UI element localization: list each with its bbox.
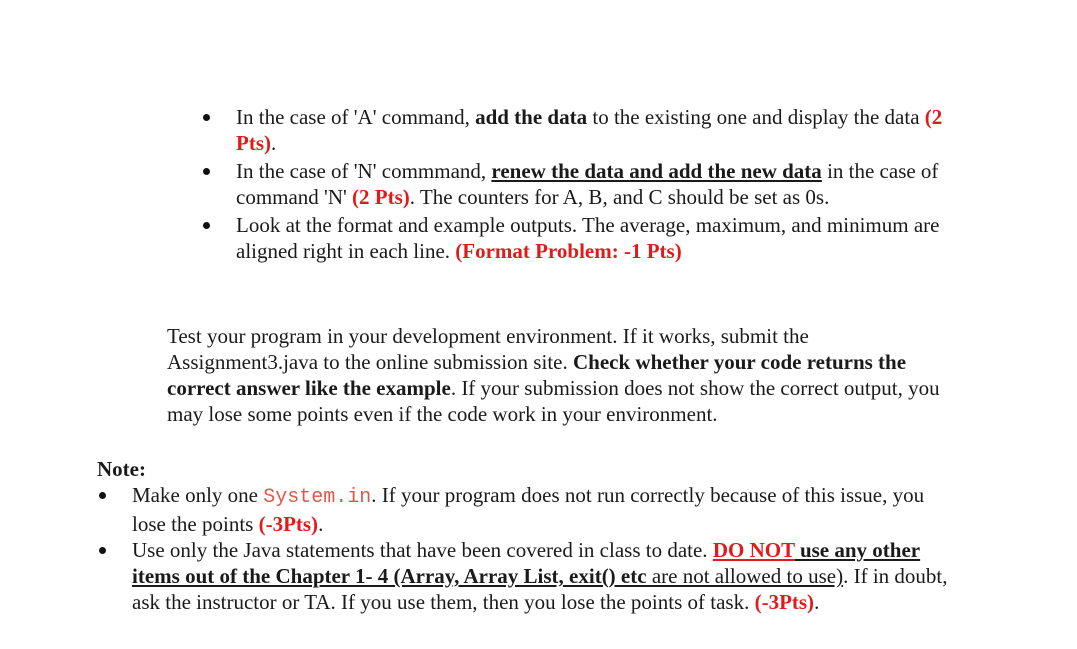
text-run: System.in [263,486,372,509]
text-run: . If your submission does not show the correct output, you may lose some points even if the code work in your environment. [167,376,940,426]
requirement-item [236,158,956,210]
bullet-icon [99,547,106,554]
text-run: In the case of 'N' commmand, [236,159,492,183]
note-text [132,483,924,536]
requirement-text [236,213,940,263]
text-run: Make only one [132,483,264,507]
text-run: (-3Pts) [258,512,319,536]
note-item [132,482,962,537]
text-run: Check whether your code returns the correct answer like the example [167,350,907,400]
text-run: use any other items out of the Chapter 1- 4 (Array, Array List, exit() etc [132,538,921,588]
text-run: . The counters for A, B, and C should be set as 0s. [409,185,830,209]
bullet-icon [203,222,210,229]
note-item [132,537,962,615]
text-run: DO NOT [712,538,795,562]
note-text [132,538,948,614]
text-run: . [271,131,277,155]
text-run: are not allowed to use) [646,564,844,588]
text-run: (2 Pts) [352,185,410,209]
requirement-text [236,159,938,209]
bullet-icon [203,114,210,121]
text-run: . If your program does not run correctly because of this issue, you lose the points [132,483,925,536]
note-heading: Note: [97,457,146,481]
text-run: Use only the Java statements that have been covered in class to date. [132,538,713,562]
bullet-icon [203,168,210,175]
requirement-item [236,104,956,156]
text-run: renew the data and add the new data [491,159,822,183]
text-run: . [318,512,324,536]
text-run: add the data [475,105,588,129]
text-run: in the case of command 'N' [236,159,939,209]
text-run: Test your program in your development environment. If it works, submit the Assignment3.java to the online submission site. [167,324,809,374]
requirements-list [236,104,956,266]
text-run: Look at the format and example outputs. The average, maximum, and minimum are aligned right in each line. [236,213,940,263]
text-run: to the existing one and display the data [587,105,925,129]
requirement-text [236,105,942,155]
text-run: (Format Problem: -1 Pts) [455,239,682,263]
note-list [132,482,962,615]
text-run: In the case of 'A' command, [236,105,476,129]
text-run: . If in doubt, ask the instructor or TA. If you use them, then you lose the points of task. [132,564,948,614]
requirement-item [236,212,956,264]
text-run: (2 Pts) [236,105,943,155]
bullet-icon [99,492,106,499]
text-run: . [814,590,820,614]
submission-instructions [167,323,957,427]
text-run: (-3Pts) [754,590,815,614]
